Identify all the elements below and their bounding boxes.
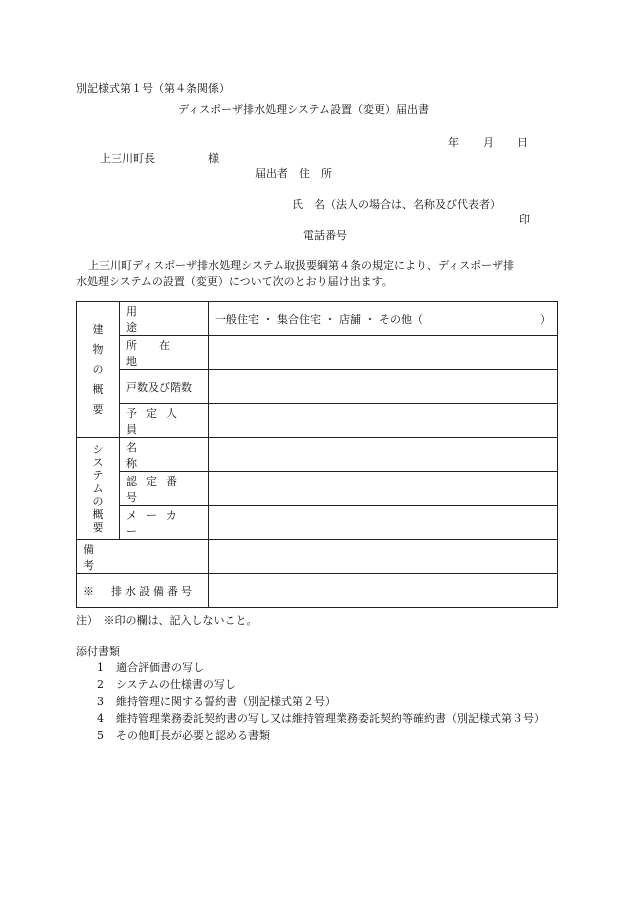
seal-mark: 印 — [519, 213, 530, 226]
form-table — [76, 301, 558, 608]
usage-close-paren: ） — [540, 312, 551, 326]
phone-label: 電話番号 — [303, 229, 347, 242]
system-group-label: システムの概要 — [77, 438, 120, 540]
occupants-field[interactable] — [209, 404, 558, 438]
list-item: 2 システムの仕様書の写し — [97, 678, 236, 691]
units-floors-field[interactable] — [209, 370, 558, 404]
system-name-label: 名称 — [120, 438, 209, 472]
cert-number-field[interactable] — [209, 472, 558, 506]
intro-line-1: 上三川町ディスポーザ排水処理システム取扱要綱第４条の規定により、ディスポーザ排 — [88, 259, 515, 272]
applicant-name-label: 氏 名（法人の場合は、名称及び代表者） — [292, 198, 501, 211]
list-item: 3 維持管理に関する誓約書（別記様式第２号） — [97, 695, 336, 708]
addressee-suffix: 様 — [208, 152, 219, 165]
document-title: ディスポーザ排水処理システム設置（変更）届出書 — [178, 103, 430, 116]
building-group-label: 建物の概要 — [77, 302, 120, 438]
list-item: 5 その他町長が必要と認める書類 — [97, 729, 270, 742]
table-row — [77, 302, 558, 336]
table-row — [77, 404, 558, 438]
table-row — [77, 370, 558, 404]
location-field[interactable] — [209, 336, 558, 370]
drain-number-label: ※ 排水設備番号 — [77, 574, 209, 608]
addressee: 上三川町長 — [100, 152, 155, 165]
attachments-list — [76, 659, 576, 744]
remarks-field[interactable] — [209, 540, 558, 574]
list-item: 4 維持管理業務委託契約書の写し又は維持管理業務委託契約等確約書（別記様式第３号） — [97, 712, 545, 725]
table-row — [77, 336, 558, 370]
table-row — [77, 438, 558, 472]
system-name-field[interactable] — [209, 438, 558, 472]
date-month: 月 — [483, 136, 494, 149]
cert-number-label: 認定番号 — [120, 472, 209, 506]
note: 注） ※印の欄は、記入しないこと。 — [76, 614, 258, 627]
remarks-label: 備考 — [77, 540, 209, 574]
usage-field[interactable] — [209, 302, 558, 336]
occupants-label: 予定人員 — [120, 404, 209, 438]
attachments-title: 添付書類 — [76, 645, 120, 658]
list-item: 1 適合評価書の写し — [97, 661, 204, 674]
intro-line-2: 水処理システムの設置（変更）について次のとおり届け出ます。 — [76, 275, 393, 288]
drain-number-field[interactable] — [209, 574, 558, 608]
table-row — [77, 472, 558, 506]
applicant-address-label: 届出者 住 所 — [255, 167, 332, 180]
maker-field[interactable] — [209, 506, 558, 540]
units-floors-label: 戸数及び階数 — [120, 370, 209, 404]
usage-options[interactable]: 一般住宅 ・ 集合住宅 ・ 店舗 ・ その他（ — [215, 312, 423, 326]
location-label: 所在地 — [120, 336, 209, 370]
table-row — [77, 540, 558, 574]
table-row — [77, 506, 558, 540]
date-day: 日 — [517, 136, 528, 149]
usage-label: 用途 — [120, 302, 209, 336]
maker-label: メーカー — [120, 506, 209, 540]
table-row — [77, 574, 558, 608]
date-year: 年 — [448, 136, 459, 149]
form-number: 別記様式第１号（第４条関係） — [76, 82, 230, 95]
